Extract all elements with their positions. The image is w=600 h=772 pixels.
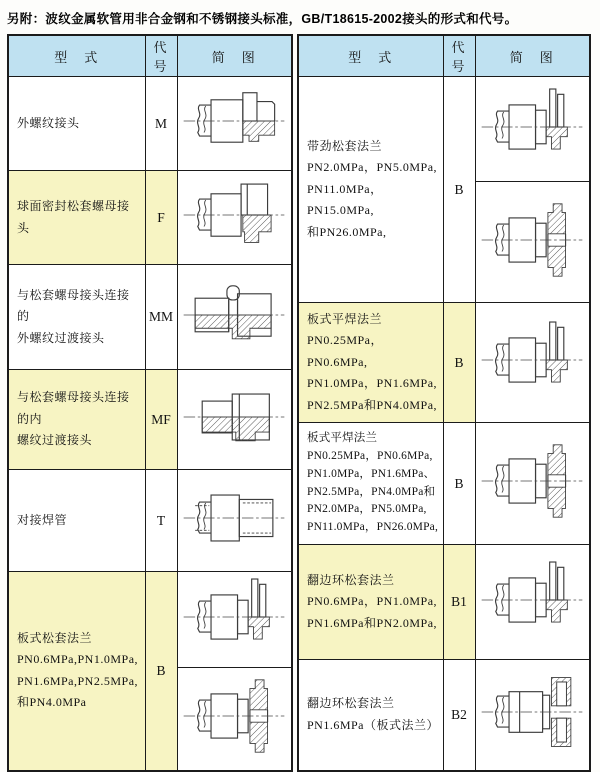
type-line: PN0.25MPa，PN0.6MPa, [307,449,433,462]
table-row [298,660,590,771]
type-line: PN1.6MPa和PN2.0MPa, [307,615,438,630]
diagram-cell [177,572,292,668]
diagram-cell [177,470,292,572]
code-cell: MM [145,265,177,370]
fitting-diagram-flange-full [479,439,585,523]
type-line: PN11.0MPa，PN26.0MPa, [307,521,439,534]
table-row [8,470,292,572]
diagram-cell [177,265,292,370]
type-cell [8,370,145,470]
column-header-type: 型 式 [298,35,443,77]
type-line: PN0.6MPa,PN1.0MPa, [17,652,139,667]
type-line: PN2.5MPa和PN4.0MPa, [307,397,438,412]
type-line: 对接焊管 [17,512,68,527]
type-line: 翻边环松套法兰 [307,572,395,587]
fitting-diagram-butt-weld [181,476,287,560]
type-cell [8,572,145,771]
tables-container [7,34,600,772]
type-cell [8,265,145,370]
header-row [8,35,292,77]
table-row [298,303,590,423]
type-line: 外螺纹过渡接头 [17,330,105,345]
fitting-diagram-flange-up [479,318,585,402]
type-line: PN1.6MPa,PN2.5MPa, [17,673,139,688]
type-line: PN1.0MPa，PN1.6MPa, [307,376,438,391]
type-line: 与松套螺母接头连接的内 [17,390,130,426]
fitting-diagram-male-thread [181,79,287,163]
table-row [298,545,590,660]
type-cell [298,303,443,423]
column-header-code: 代号 [443,35,475,77]
diagram-cell [475,77,590,182]
code-cell: B2 [443,660,475,771]
fittings-table-left [7,34,293,772]
fitting-diagram-flange-up [479,85,585,169]
fitting-diagram-union-mm [181,273,287,357]
code-cell: B [443,303,475,423]
column-header-diagram: 简 图 [475,35,590,77]
fitting-diagram-union-mf [181,375,287,459]
diagram-cell [475,545,590,660]
type-cell [8,171,145,265]
page-title: 另附：波纹金属软管用非合金钢和不锈钢接头标准，GB/T18615-2002接头的形式和代号。 [7,12,518,26]
type-cell [8,470,145,572]
fittings-table-right [297,34,591,772]
type-line: 和PN4.0MPa [17,695,87,710]
header-row [298,35,590,77]
code-cell: B [443,77,475,303]
type-cell [8,77,145,171]
type-line: PN2.0MPa，PN5.0MPa, [307,503,427,516]
type-line: PN2.0MPa，PN5.0MPa, [307,160,438,175]
type-line: 与松套螺母接头连接的 [17,287,130,324]
code-cell: B [443,423,475,545]
table-row [8,572,292,668]
code-cell: T [145,470,177,572]
code-cell: B [145,572,177,771]
type-line: 板式平焊法兰 [307,432,378,445]
fitting-diagram-swivel-nut [181,173,287,257]
type-line: PN2.5MPa，PN4.0MPa和 [307,485,436,498]
type-line: PN1.6MPa（板式法兰） [307,717,440,732]
type-line: 外螺纹接头 [17,115,80,130]
fitting-diagram-flange-up [479,558,585,642]
type-line: PN0.25MPa，PN0.6MPa, [307,333,384,369]
diagram-cell [475,182,590,303]
diagram-cell [177,370,292,470]
column-header-type: 型 式 [8,35,145,77]
type-line: 和PN26.0MPa, [307,224,387,239]
diagram-cell [475,660,590,771]
type-line: 板式松套法兰 [17,630,93,645]
table-row [8,77,292,171]
type-line: 翻边环松套法兰 [307,696,395,711]
fitting-diagram-flange-full [181,674,287,758]
code-cell: MF [145,370,177,470]
type-cell [298,660,443,771]
table-row [8,265,292,370]
type-line: PN0.6MPa，PN1.0MPa, [307,594,438,609]
type-line: 球面密封松套螺母接头 [17,198,130,235]
table-row [8,370,292,470]
type-line: 螺纹过渡接头 [17,433,93,448]
fitting-diagram-flange-grooved [479,670,585,754]
type-line: PN1.0MPa，PN1.6MPa、 [307,467,436,480]
type-line: PN11.0MPa，PN15.0MPa, [307,181,383,218]
code-cell: B1 [443,545,475,660]
table-row [8,171,292,265]
table-row [298,77,590,182]
type-line: 带劲松套法兰 [307,138,383,153]
fitting-diagram-flange-up [181,575,287,659]
diagram-cell [475,303,590,423]
diagram-cell [475,423,590,545]
column-header-diagram: 简 图 [177,35,292,77]
table-row [298,423,590,545]
diagram-cell [177,77,292,171]
code-cell: F [145,171,177,265]
diagram-cell [177,668,292,771]
type-cell [298,77,443,303]
code-cell: M [145,77,177,171]
type-cell [298,545,443,660]
type-line: 板式平焊法兰 [307,311,383,326]
type-cell [298,423,443,545]
column-header-code: 代号 [145,35,177,77]
diagram-cell [177,171,292,265]
fitting-diagram-flange-full [479,198,585,282]
